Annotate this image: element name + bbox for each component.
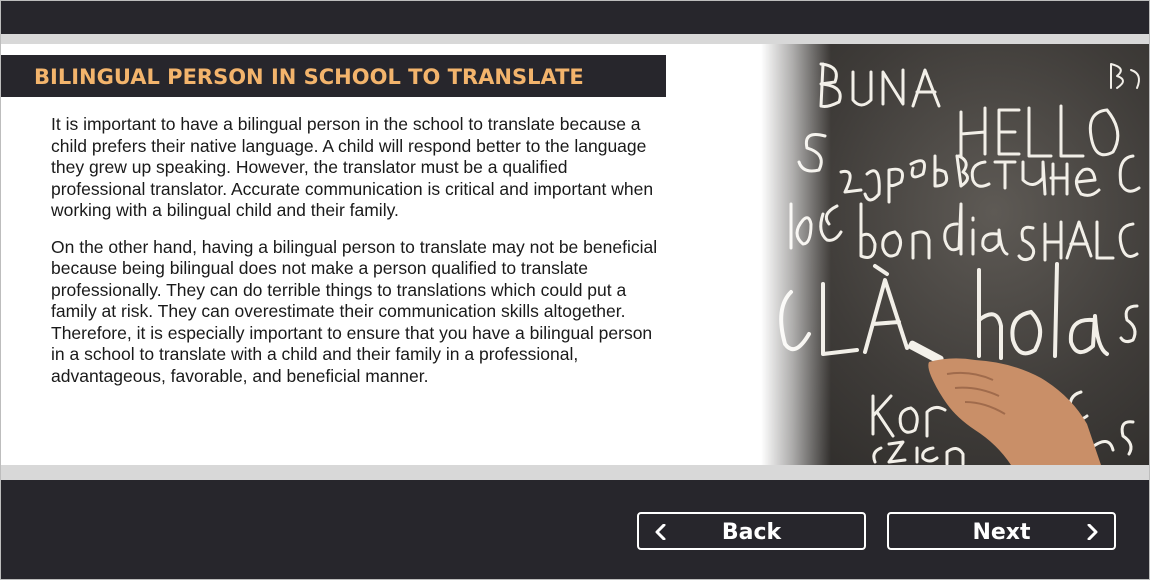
paragraph-1: It is important to have a bilingual person in the school to translate because a child prefers their native language. A child will respond better to the language they grew up speaking. However, the translator must be a qualified professional translator. Accurate communication is critical and important when working with a bilingual child and their family.: [51, 114, 654, 220]
slide-content: [1, 44, 1149, 465]
top-bar: [1, 1, 1149, 34]
back-button[interactable]: [637, 512, 866, 550]
slide-title: BILINGUAL PERSON IN SCHOOL TO TRANSLATE: [34, 65, 584, 89]
image-fade-edge: [761, 44, 831, 465]
title-band: [1, 55, 666, 97]
next-button[interactable]: [887, 512, 1116, 550]
chalkboard-image: [761, 44, 1149, 465]
slide-body: [51, 114, 661, 402]
bottom-nav-bar: [1, 480, 1149, 579]
back-button-label: Back: [721, 520, 782, 545]
chevron-right-icon: [1084, 524, 1100, 540]
next-button-label: Next: [972, 520, 1031, 545]
paragraph-2: On the other hand, having a bilingual person to translate may not be beneficial because being bilingual does not make a person qualified to translate professionally. They can do terrible things to translations which could put a family at risk. They can overestimate their communication skills altogether. Therefore, it is especially important to ensure that you have a bilingual person in a school to translate with a child and their family in a professional, advantageous, favorable, and beneficial manner.: [51, 236, 658, 386]
